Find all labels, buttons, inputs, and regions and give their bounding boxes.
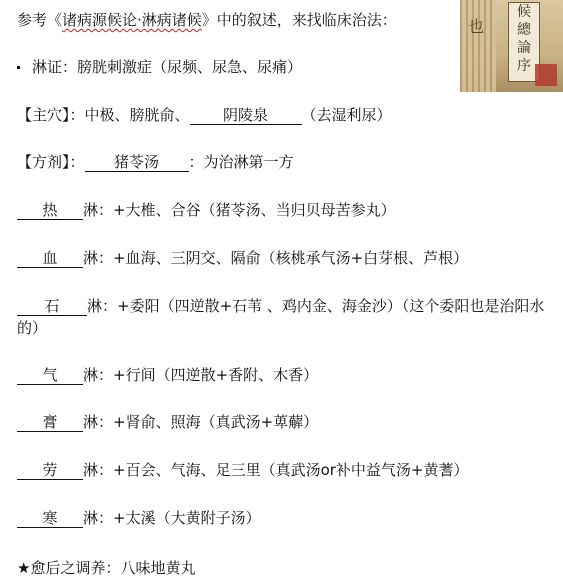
type-row-qi xyxy=(17,365,318,385)
type-blank: 石 xyxy=(17,297,87,316)
type-row-cold xyxy=(17,508,261,528)
type-blank: 热 xyxy=(17,201,83,220)
recovery-line: ★愈后之调养：八味地黄丸 xyxy=(17,559,196,577)
book-label-char: 總 xyxy=(517,22,531,38)
main-points-note: （去湿利尿） xyxy=(301,106,392,124)
main-points-label: 【主穴】：中极、膀胱俞、 xyxy=(17,106,190,124)
type-text: 淋：+太溪（大黄附子汤） xyxy=(83,509,261,527)
type-blank: 寒 xyxy=(17,509,83,528)
type-row-paste xyxy=(17,412,318,432)
type-blank: 膏 xyxy=(17,413,83,432)
main-points-line xyxy=(17,105,392,125)
type-text: 淋：+血海、三阴交、隔俞（核桃承气汤+白芽根、芦根） xyxy=(83,249,469,267)
type-blank: 气 xyxy=(17,366,83,385)
type-text: 淋：+行间（四逆散+香附、木香） xyxy=(83,366,319,384)
intro-line xyxy=(17,10,397,30)
book-label-char: 序 xyxy=(517,58,531,74)
book-label-char: 候 xyxy=(517,4,531,20)
intro-prefix: 参考《 xyxy=(17,11,63,29)
formula-label: 【方剂】： xyxy=(17,153,85,171)
type-text: 淋：+百会、气海、足三里（真武汤or补中益气汤+黄蓍） xyxy=(83,461,469,479)
type-text: 淋：+大椎、合谷（猪苓汤、当归贝母苦参丸） xyxy=(83,201,396,219)
type-text: 淋：+肾俞、照海（真武汤+萆薢） xyxy=(83,413,319,431)
formula-note: ：为治淋第一方 xyxy=(188,153,294,171)
type-row-stone xyxy=(17,295,557,339)
book-side-character: 也 xyxy=(468,17,485,36)
formula-blank: 猪苓汤 xyxy=(85,153,189,172)
syndrome-line: 淋证：膀胱刺激症（尿频、尿急、尿痛） xyxy=(32,58,303,76)
formula-line xyxy=(17,152,294,172)
bullet-dot xyxy=(17,66,20,69)
book-cover-image xyxy=(460,0,563,92)
intro-suffix: 》中的叙述，来找临床治法： xyxy=(201,11,397,29)
type-row-fatigue xyxy=(17,460,468,480)
type-row-heat xyxy=(17,200,396,220)
type-blank: 血 xyxy=(17,249,83,268)
red-seal-stamp xyxy=(535,64,557,86)
book-label-char: 論 xyxy=(517,40,531,56)
main-points-blank: 阴陵泉 xyxy=(190,106,302,125)
type-row-blood xyxy=(17,248,468,268)
book-title: 诸病源候论·淋病诸候 xyxy=(62,11,202,29)
type-text: 淋：+委阳（四逆散+石苇 、鸡内金、海金沙）（这个委阳也是治阳水的） xyxy=(17,297,545,337)
type-blank: 劳 xyxy=(17,461,83,480)
